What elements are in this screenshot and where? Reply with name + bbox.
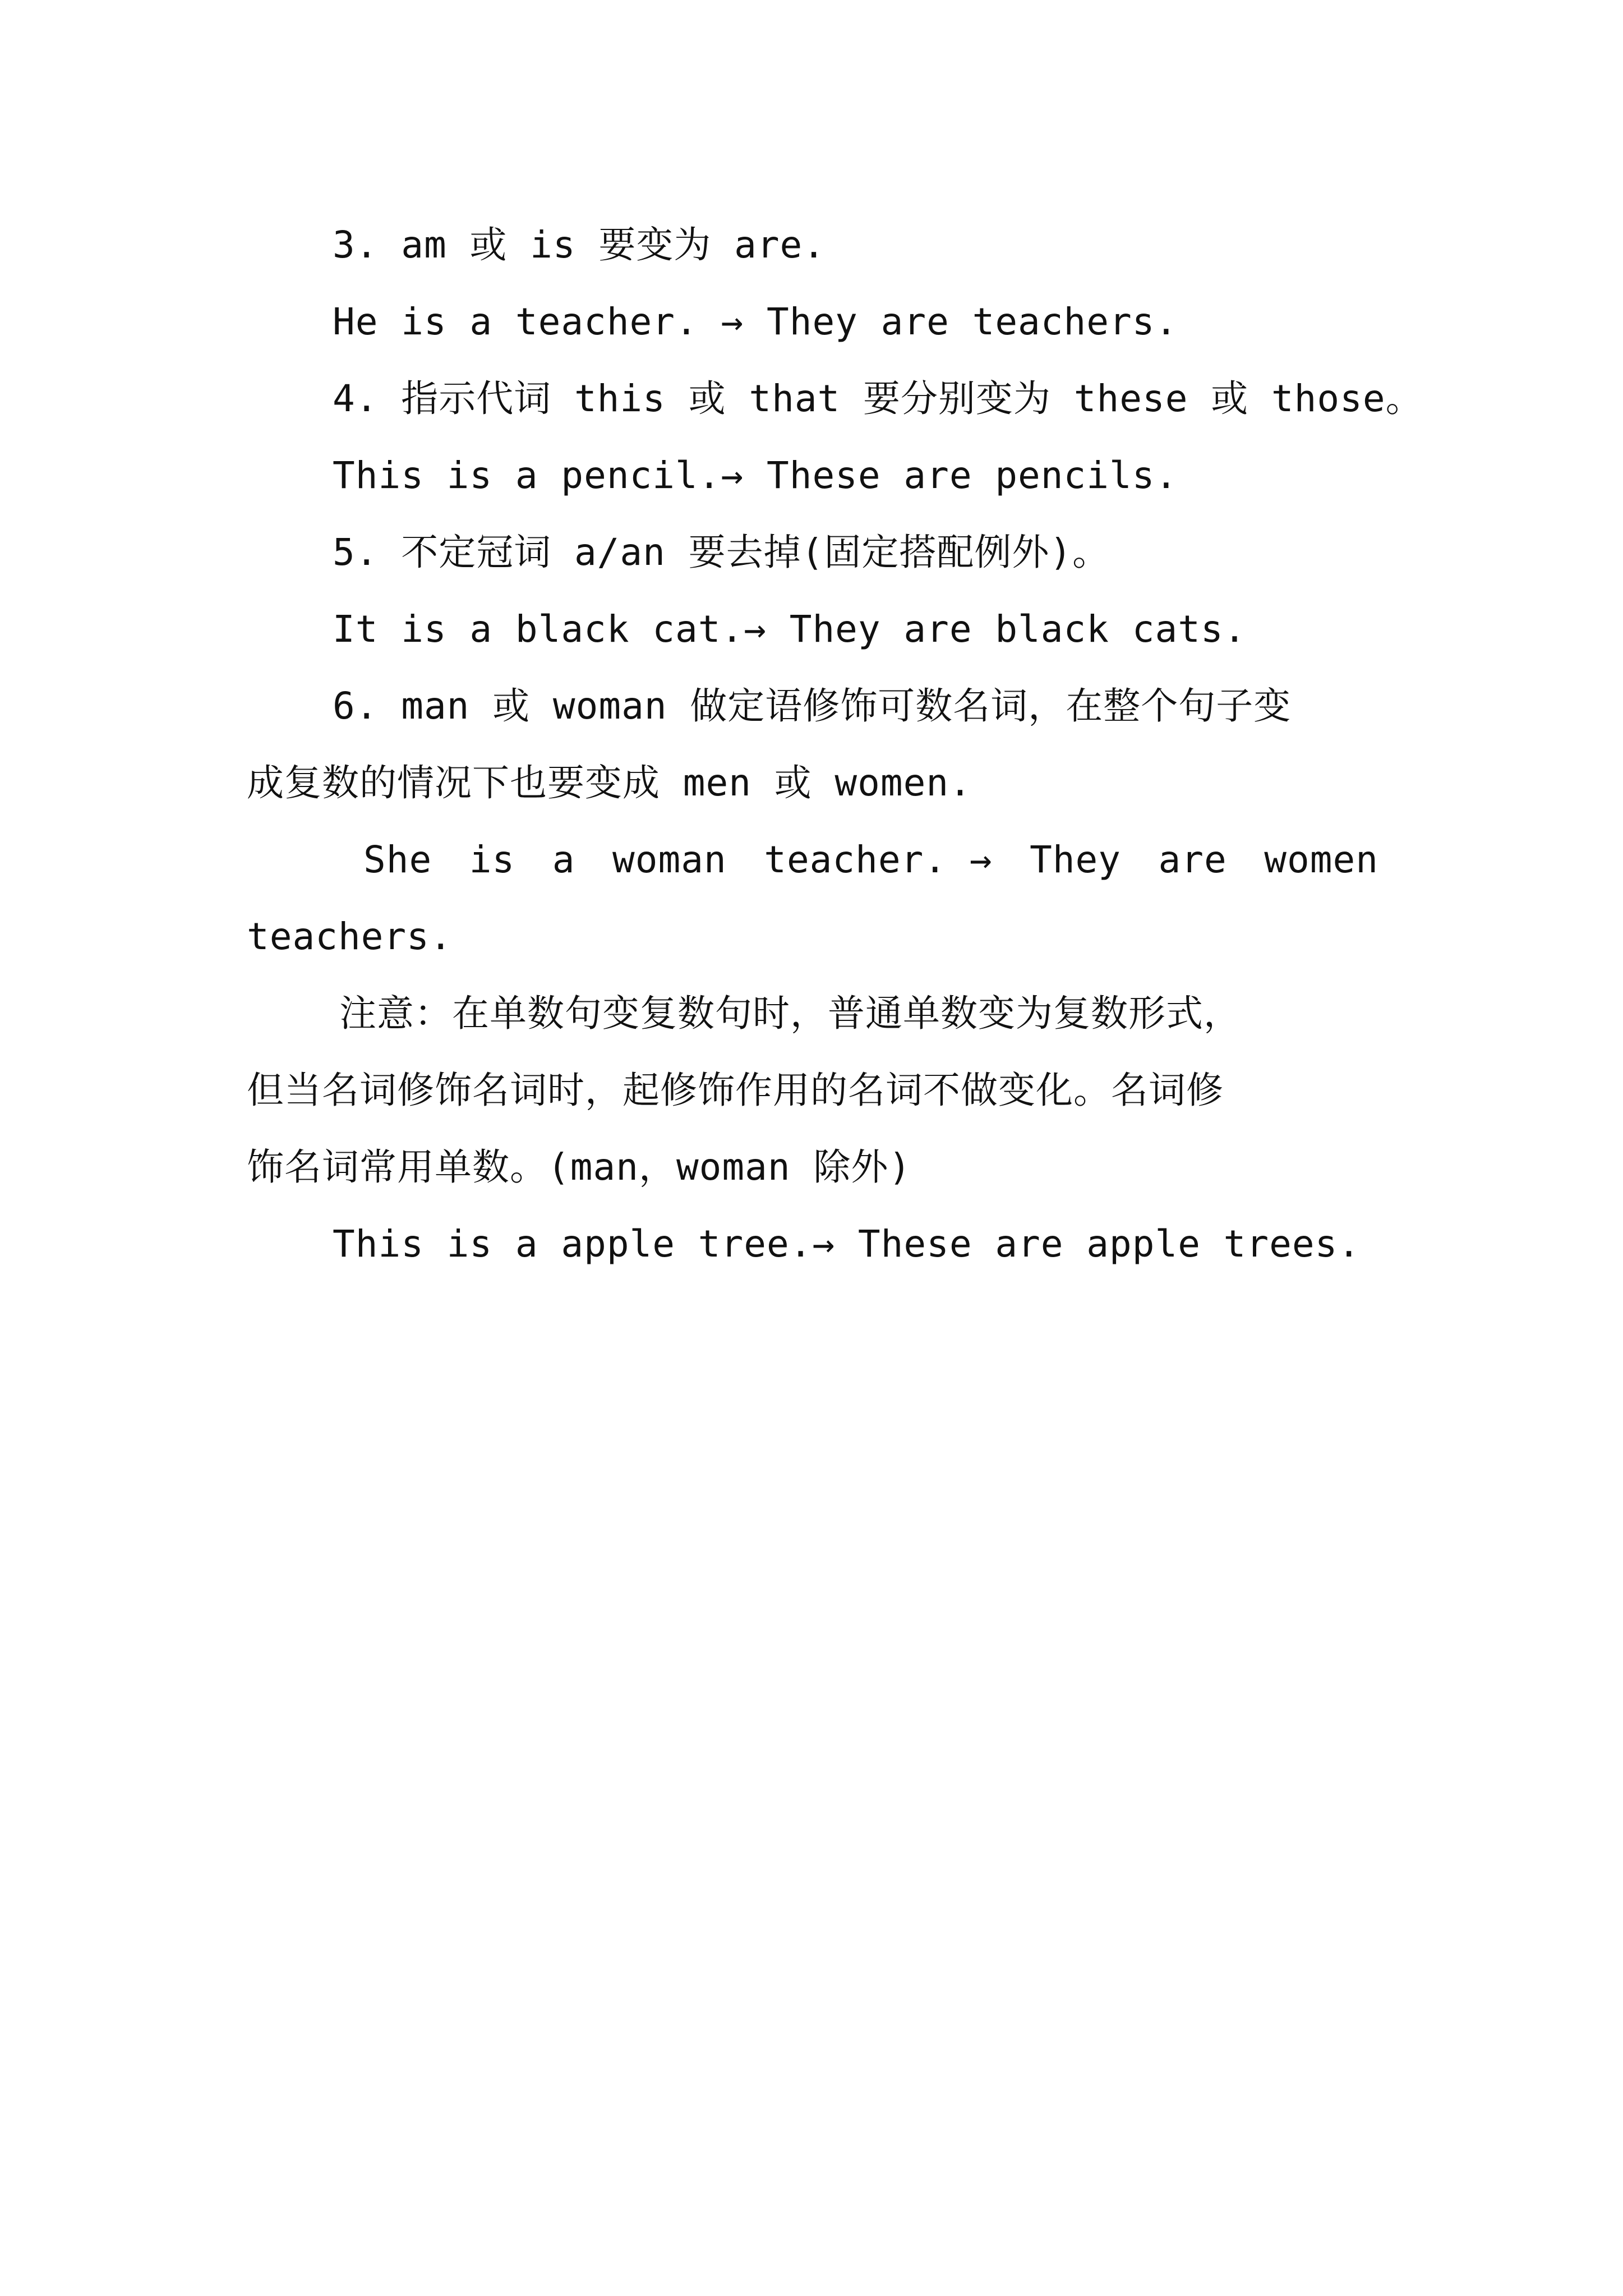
- word: is: [469, 838, 515, 881]
- rule-6-example-line-2: teachers.: [247, 915, 453, 958]
- rule-6-heading-line-1: 6. man 或 woman 做定语修饰可数名词，在整个句子变: [333, 684, 1292, 728]
- word: teacher. →: [764, 838, 993, 881]
- word: women: [1264, 838, 1378, 881]
- rule-5-example: It is a black cat.→ They are black cats.: [333, 608, 1247, 651]
- word: They: [1030, 838, 1122, 881]
- word: woman: [612, 838, 727, 881]
- rule-3-example: He is a teacher. → They are teachers.: [333, 300, 1178, 343]
- note-line-1: 注意：在单数句变复数句时，普通单数变为复数形式，: [339, 992, 1241, 1035]
- rule-6-heading-line-2: 成复数的情况下也要变成 men 或 women.: [247, 761, 972, 804]
- note-example: This is a apple tree.→ These are apple trees.: [333, 1222, 1361, 1266]
- rule-6-example-line-1: [363, 838, 1378, 881]
- note-line-3: 饰名词常用单数。(man，woman 除外): [247, 1145, 912, 1189]
- word: a: [552, 838, 575, 881]
- word: She: [363, 838, 432, 881]
- word: are: [1158, 838, 1227, 881]
- note-line-2: 但当名词修饰名词时，起修饰作用的名词不做变化。名词修: [247, 1069, 1224, 1112]
- rule-5-heading: 5. 不定冠词 a/an 要去掉(固定搭配例外)。: [333, 531, 1110, 574]
- rule-4-heading: 4. 指示代词 this 或 that 要分别变为 these 或 those。: [333, 377, 1423, 420]
- rule-3-heading: 3. am 或 is 要变为 are.: [333, 223, 826, 266]
- rule-4-example: This is a pencil.→ These are pencils.: [333, 454, 1178, 497]
